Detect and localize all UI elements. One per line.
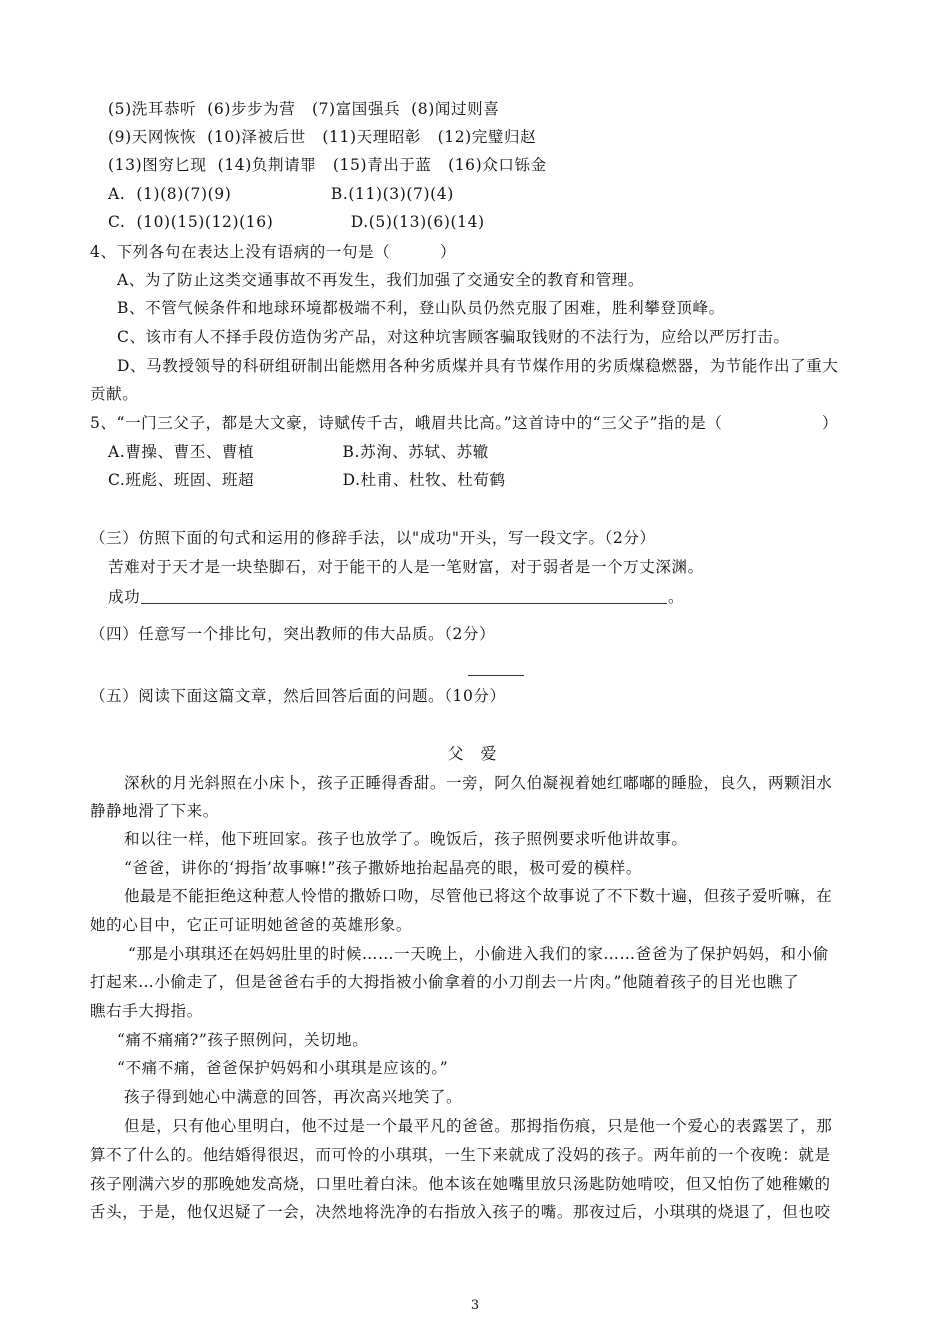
choice-c: C、该市有人不择手段仿造伪劣产品，对这种坑害顾客骗取钱财的不法行为，应给以严厉打击。 [117,328,790,346]
section-5-heading: （五）阅读下面这篇文章，然后回答后面的问题。（10分） [90,687,506,705]
option-line: (5)洗耳恭听 (6)步步为营 (7)富国强兵 (8)闻过则喜 [108,100,500,118]
question-4: 4、下列各句在表达上没有语病的一句是（ ） [90,243,457,261]
paragraph-line: 但是，只有他心里明白，他不过是一个最平凡的爸爸。那拇指伤痕，只是他一个爱心的表露罢了，那 [124,1117,833,1135]
paragraph-line: 打起来…小偷走了，但是爸爸右手的大拇指被小偷拿着的小刀削去一片肉。”他随着孩子的目光也瞧了 [90,973,800,991]
answer-prefix: 成功 [108,588,141,606]
paragraph-line: 他最是不能拒绝这种惹人怜惜的撒娇口吻，尽管他已将这个故事说了不下数十遍，但孩子爱听嘛，在 [124,887,833,905]
question-5: 5、“一门三父子，都是大文豪，诗赋传千古，峨眉共比高。”这首诗中的“三父子”指的是（ ） [90,414,839,432]
paragraph-line: “那是小琪琪还在妈妈肚里的时候……一天晚上，小偷进入我们的家……爸爸为了保护妈妈，和小偷 [128,945,829,963]
paragraph-line: “不痛不痛，爸爸保护妈妈和小琪琪是应该的。” [117,1059,449,1077]
paragraph-line: 舌头，于是，他仅迟疑了一会，决然地将洗净的右指放入孩子的嘴。那夜过后，小琪琪的烧退了，但也咬 [90,1203,831,1221]
paragraph-line: 孩子刚满六岁的那晚她发高烧，口里吐着白沫。他本该在她嘴里放只汤匙防她啃咬，但又怕伤了她稚嫩的 [90,1175,831,1193]
answer-choice-line: C. (10)(15)(12)(16) D.(5)(13)(6)(14) [108,213,485,231]
choice-b: B、不管气候条件和地球环境都极端不利，登山队员仍然克服了困难，胜利攀登顶峰。 [117,299,725,317]
section-4-heading: （四）任意写一个排比句，突出教师的伟大品质。（2分） [90,625,496,643]
answer-choice-line: A.曹操、曹丕、曹植 B.苏洵、苏轼、苏辙 [108,443,489,461]
paragraph-line: 她的心目中，它正可证明她爸爸的英雄形象。 [90,916,413,934]
option-line: (9)天网恢恢 (10)泽被后世 (11)天理昭彰 (12)完璧归赵 [108,128,537,146]
choice-d: D、马教授领导的科研组研制出能燃用各种劣质煤并具有节煤作用的劣质煤稳燃器，为节能作出了重大 [117,357,839,375]
choice-a: A、为了防止这类交通事故不再发生，我们加强了交通安全的教育和管理。 [117,271,644,289]
short-blank-line [468,675,524,676]
article-title: 父 爱 [447,744,503,763]
paragraph-line: 和以往一样，他下班回家。孩子也放学了。晚饭后，孩子照例要求听他讲故事。 [124,830,688,848]
paragraph-line: 孩子得到她心中满意的回答，再次高兴地笑了。 [124,1088,463,1106]
section-3-heading: （三）仿照下面的句式和运用的修辞手法，以"成功"开头，写一段文字。（2分） [90,529,656,547]
answer-period: 。 [668,588,685,606]
answer-choice-line: C.班彪、班固、班超 D.杜甫、杜牧、杜荀鹤 [108,471,506,489]
paragraph-line: 算不了什么的。他结婚得很迟，而可怜的小琪琪，一生下来就成了没妈的孩子。两年前的一个夜晚：就是 [90,1146,831,1164]
paragraph-line: “爸爸，讲你的‘拇指’故事嘛!”孩子撒娇地抬起晶亮的眼，极可爱的模样。 [124,859,642,877]
choice-d-cont: 贡献。 [90,385,139,403]
paragraph-line: 深秋的月光斜照在小床卜，孩子正睡得香甜。一旁，阿久伯凝视着她红嘟嘟的睡脸，良久，两颗泪水 [124,774,833,792]
answer-blank-line [141,603,667,604]
page-number: 3 [470,1298,480,1313]
answer-choice-line: A. (1)(8)(7)(9) B.(11)(3)(7)(4) [108,185,454,203]
option-line: (13)图穷匕现 (14)负荆请罪 (15)青出于蓝 (16)众口铄金 [108,156,547,174]
model-sentence: 苦难对于天才是一块垫脚石，对于能干的人是一笔财富，对于弱者是一个万丈深渊。 [108,558,704,576]
paragraph-line: 静静地滑了下来。 [90,802,219,820]
paragraph-line: 瞧右手大拇指。 [90,1002,203,1020]
paragraph-line: “痛不痛痛?”孩子照例问，关切地。 [117,1031,369,1049]
